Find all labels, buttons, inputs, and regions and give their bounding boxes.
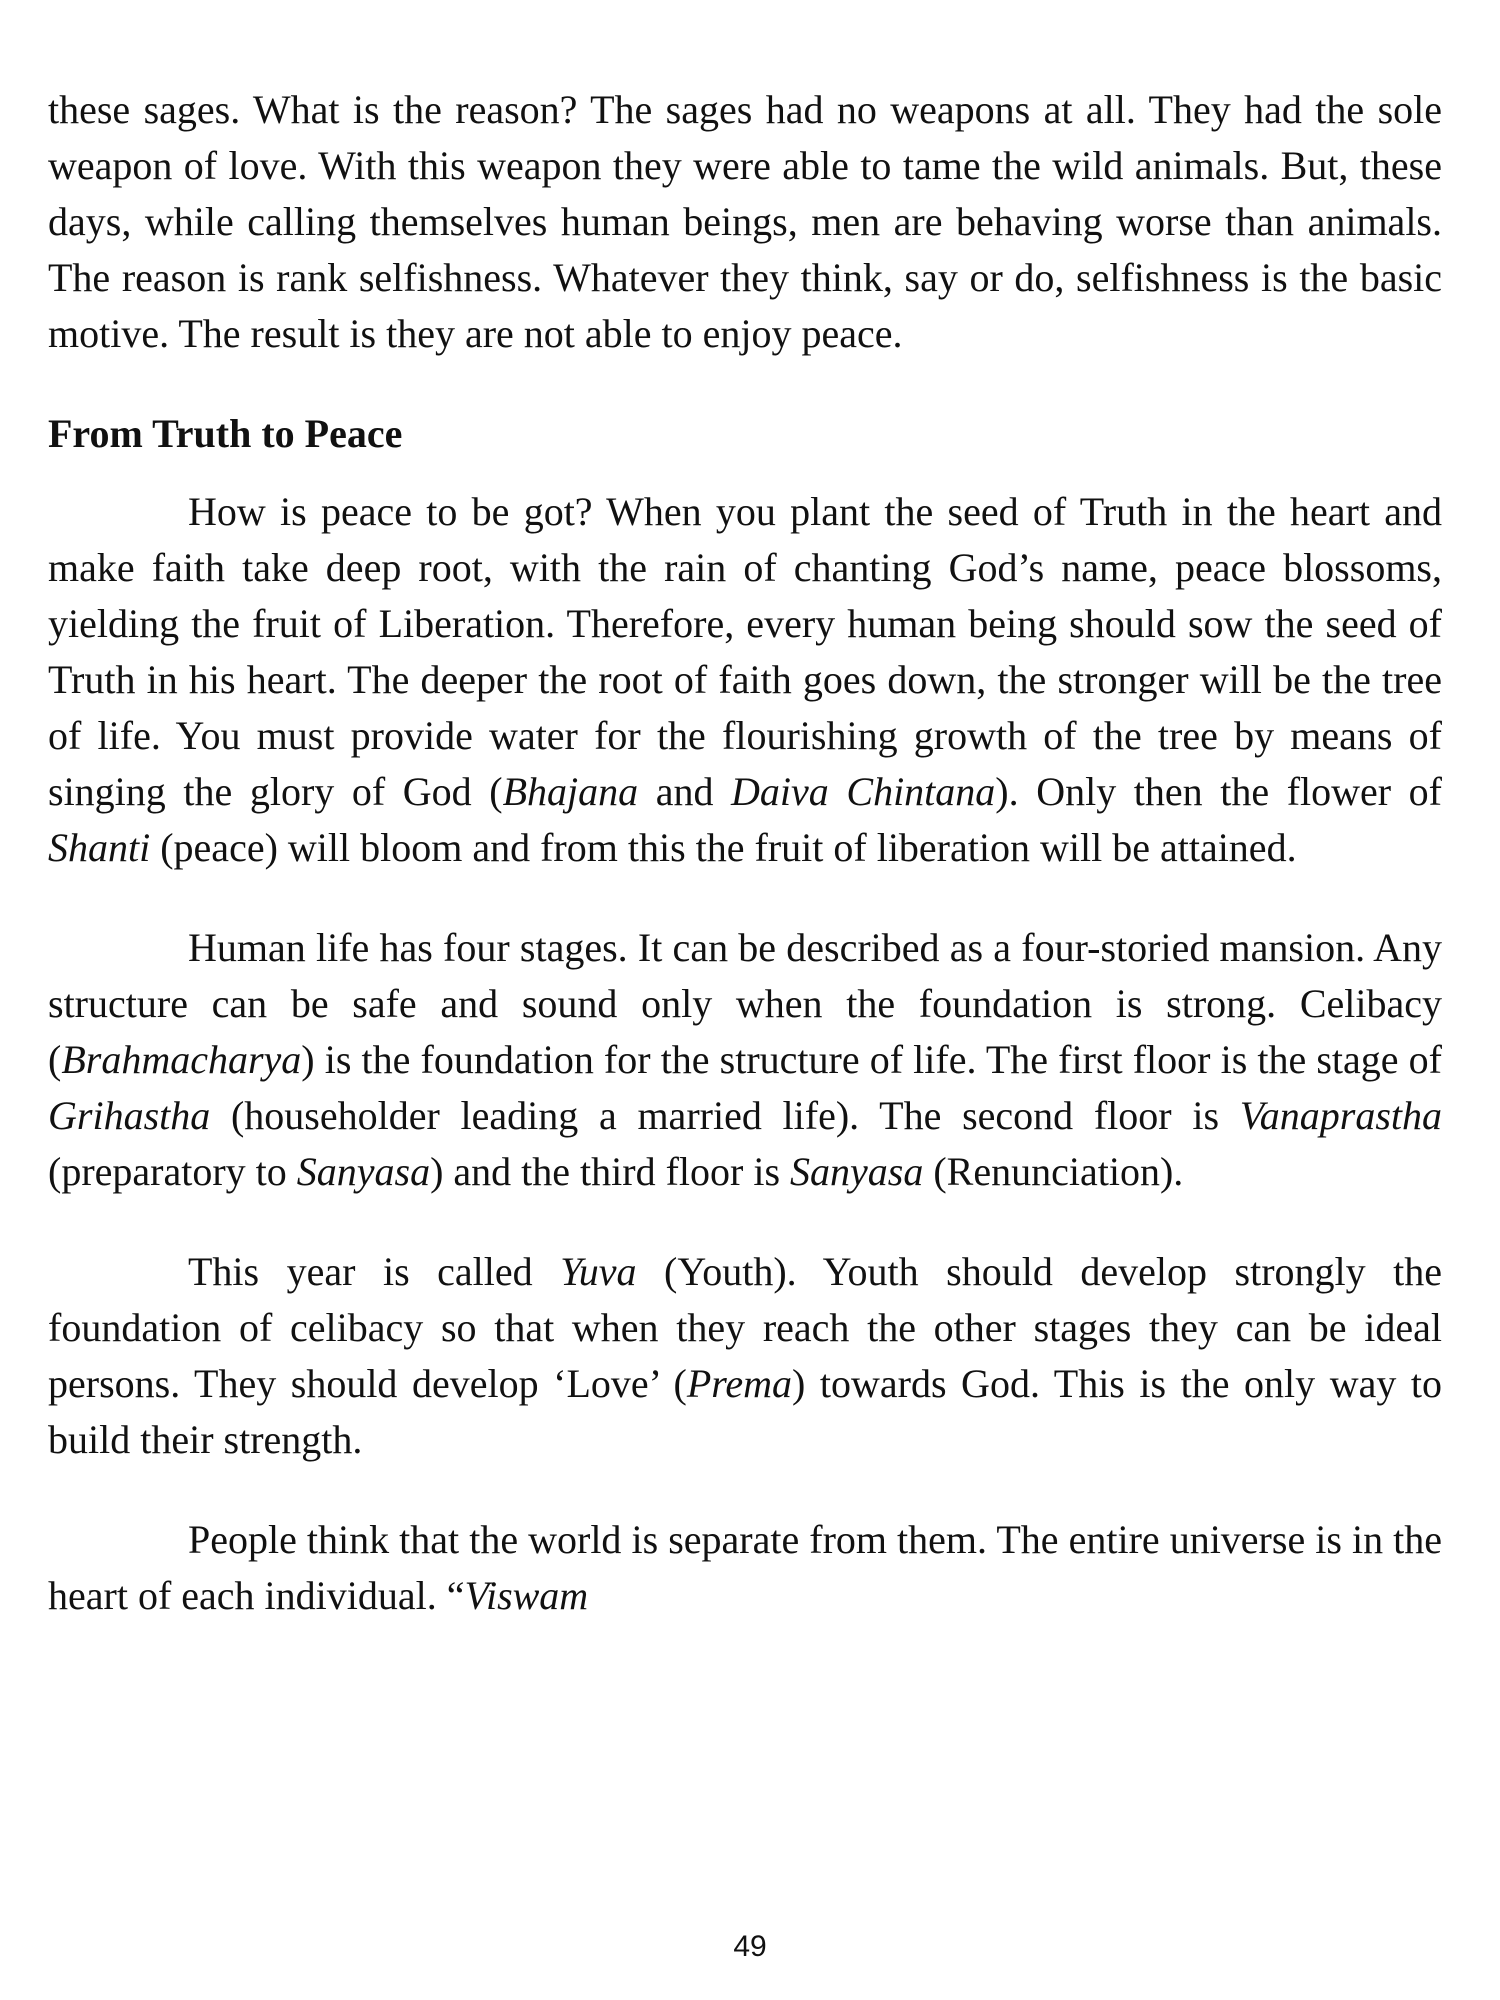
italic-term: Prema xyxy=(686,1361,793,1406)
page-body xyxy=(48,82,1442,1624)
section-heading: From Truth to Peace xyxy=(48,411,403,456)
italic-term: Sanyasa xyxy=(296,1149,431,1194)
text-run: (householder leading a married life). The second floor is xyxy=(210,1093,1240,1138)
text-run: ). Only then the flower of xyxy=(995,769,1442,814)
text-run: People think that the world is separate from them. The entire universe is in the heart of each individual. “ xyxy=(48,1517,1442,1618)
italic-term: Yuva xyxy=(560,1249,637,1294)
italic-term: Grihastha xyxy=(48,1093,211,1138)
italic-term: Brahmacharya xyxy=(61,1037,302,1082)
text-run: (peace) will bloom and from this the fruit of liberation will be attained. xyxy=(150,825,1297,870)
paragraph-5 xyxy=(48,1512,1442,1624)
italic-term: Sanyasa xyxy=(790,1149,924,1194)
paragraph-2 xyxy=(48,484,1442,876)
text-run: How is peace to be got? When you plant the seed of Truth in the heart and make faith take deep root, with the rain of chanting God’s name, peace blossoms, yielding the fruit of Liberation. Therefore, every human being should sow the seed of Truth in his heart. The deeper the root of faith goes down, the stronger will be the tree of life. You must provide water for the flourishing growth of the tree by means of singing the glory of God ( xyxy=(48,489,1442,814)
text-run: and xyxy=(638,769,732,814)
paragraph-3 xyxy=(48,920,1442,1200)
italic-term: Bhajana xyxy=(502,769,639,814)
text-run: (preparatory to xyxy=(48,1149,297,1194)
italic-term: Vanaprastha xyxy=(1239,1093,1442,1138)
page-number: 49 xyxy=(733,1930,767,1963)
text-run: ) and the third floor is xyxy=(430,1149,791,1194)
text-run: ) is the foundation for the structure of life. The first floor is the stage of xyxy=(301,1037,1442,1082)
paragraph-4 xyxy=(48,1244,1442,1468)
text-run: (Renunciation). xyxy=(923,1149,1184,1194)
italic-term: Shanti xyxy=(48,825,151,870)
paragraph-1: these sages. What is the reason? The sages had no weapons at all. They had the sole weapon of love. With this weapon they were able to tame the wild animals. But, these days, while calling themselves human beings, men are behaving worse than animals. The reason is rank selfishness. Whatever they think, say or do, selfishness is the basic motive. The result is they are not able to enjoy peace. xyxy=(48,87,1442,356)
text-run: Human life has four stages. It can be described as a four-storied mansion. Any structure can be safe and sound only when the foundation is strong. Celibacy ( xyxy=(48,925,1442,1082)
text-run: ) towards God. This is the only way to build their strength. xyxy=(48,1361,1442,1462)
text-run: (Youth). Youth should develop strongly the foundation of celibacy so that when they reach the other stages they can be ideal persons. They should develop ‘Love’ ( xyxy=(48,1249,1443,1406)
italic-term: Daiva Chintana xyxy=(731,769,996,814)
italic-term: Viswam xyxy=(464,1573,589,1618)
text-run: This year is called xyxy=(188,1249,561,1294)
